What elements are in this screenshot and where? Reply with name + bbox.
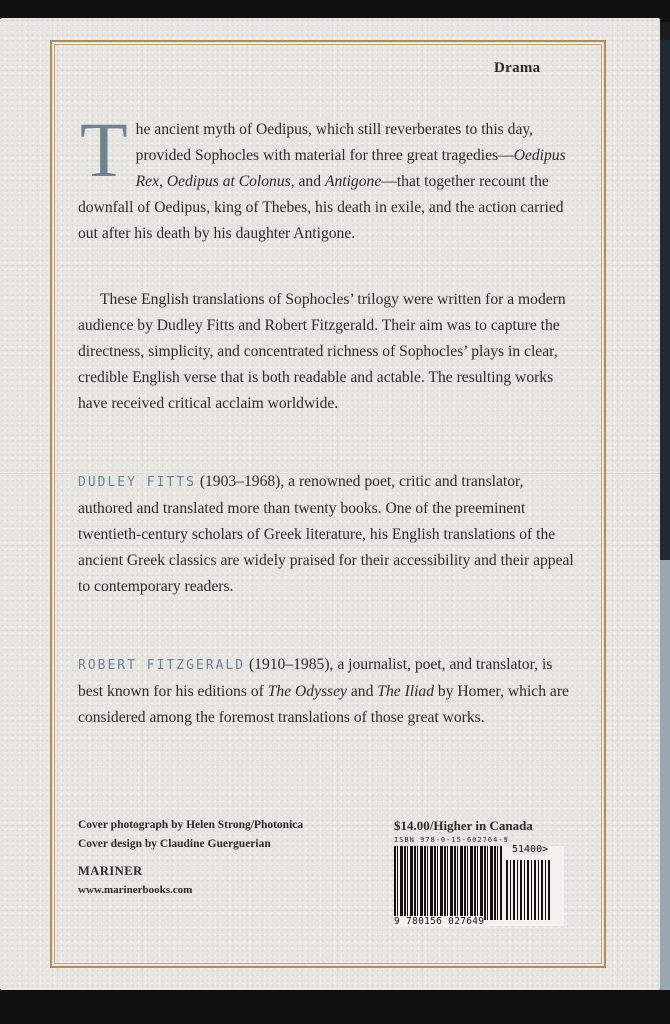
bio-text: (1910–1985), a journalist, poet, and translator, is best known for his editions of: [78, 656, 553, 700]
title-the-odyssey: The Odyssey: [267, 683, 347, 700]
title-oedipus-rex: Oedipus Rex: [135, 147, 566, 190]
author-name-fitzgerald: ROBERT FITZGERALD: [78, 658, 246, 673]
bio-text: (1903–1968), a renowned poet, critic and translator, authored and translated more than twenty books. One of the preeminent twentieth-century scholars of Greek literature, his English translations of the ancient Greek classics are widely praised for their accessibility and their appeal to contemporary readers.: [78, 473, 574, 595]
title-oedipus-at-colonus: Oedipus at Colonus: [166, 173, 291, 190]
title-the-iliad: The Iliad: [377, 683, 435, 700]
bio-text: by Homer, which are considered among the foremost translations of those great works.: [78, 683, 569, 726]
bio-dudley-fitts: [78, 469, 578, 600]
bottom-edge-shadow: [0, 990, 670, 1024]
bio-robert-fitzgerald: [78, 652, 578, 731]
credits-block: [78, 816, 303, 900]
barcode-digits: 9 780156 027649: [394, 916, 485, 927]
text-run: ,: [159, 173, 167, 190]
barcode-main-bars: [394, 846, 502, 920]
description-paragraph-1: [78, 106, 578, 247]
publisher-name: MARINER: [78, 864, 143, 878]
drop-cap: T: [80, 106, 128, 193]
isbn-text: ISBN 978-0-15-602764-9: [394, 836, 509, 844]
text-run: —that together recount the downfall of Oedipus, king of Thebes, his death in exile, and the action carried out after his death by his daughter Antigone.: [78, 173, 564, 242]
title-antigone: Antigone: [324, 173, 382, 190]
photo-credit: Cover photograph by Helen Strong/Photonica: [78, 819, 304, 831]
design-credit: Cover design by Claudine Guerguerian: [78, 838, 271, 850]
author-name-fitts: DUDLEY FITTS: [78, 475, 196, 490]
genre-label: Drama: [494, 60, 541, 76]
barcode-addon-bars: [506, 860, 552, 920]
text-run: , and: [290, 173, 325, 190]
barcode: [394, 846, 564, 926]
description-paragraph-2: These English translations of Sophocles’ trilogy were written for a modern audience by Dudley Fitts and Robert Fitzgerald. Their aim was to capture the directness, simplicity, and concentrated richness of Sophocles’ plays in clear, credible English verse that is both readable and actable. The resulting works have received critical acclaim worldwide.: [78, 291, 566, 412]
publisher-website: www.marinerbooks.com: [78, 884, 193, 896]
text-run: he ancient myth of Oedipus, which still reverberates to this day, provided Sophocles with material for three great tragedies—: [135, 121, 534, 164]
price-label: $14.00/Higher in Canada: [394, 818, 533, 833]
barcode-addon-digits: 51400>: [512, 844, 549, 855]
bio-text: and: [346, 683, 378, 700]
